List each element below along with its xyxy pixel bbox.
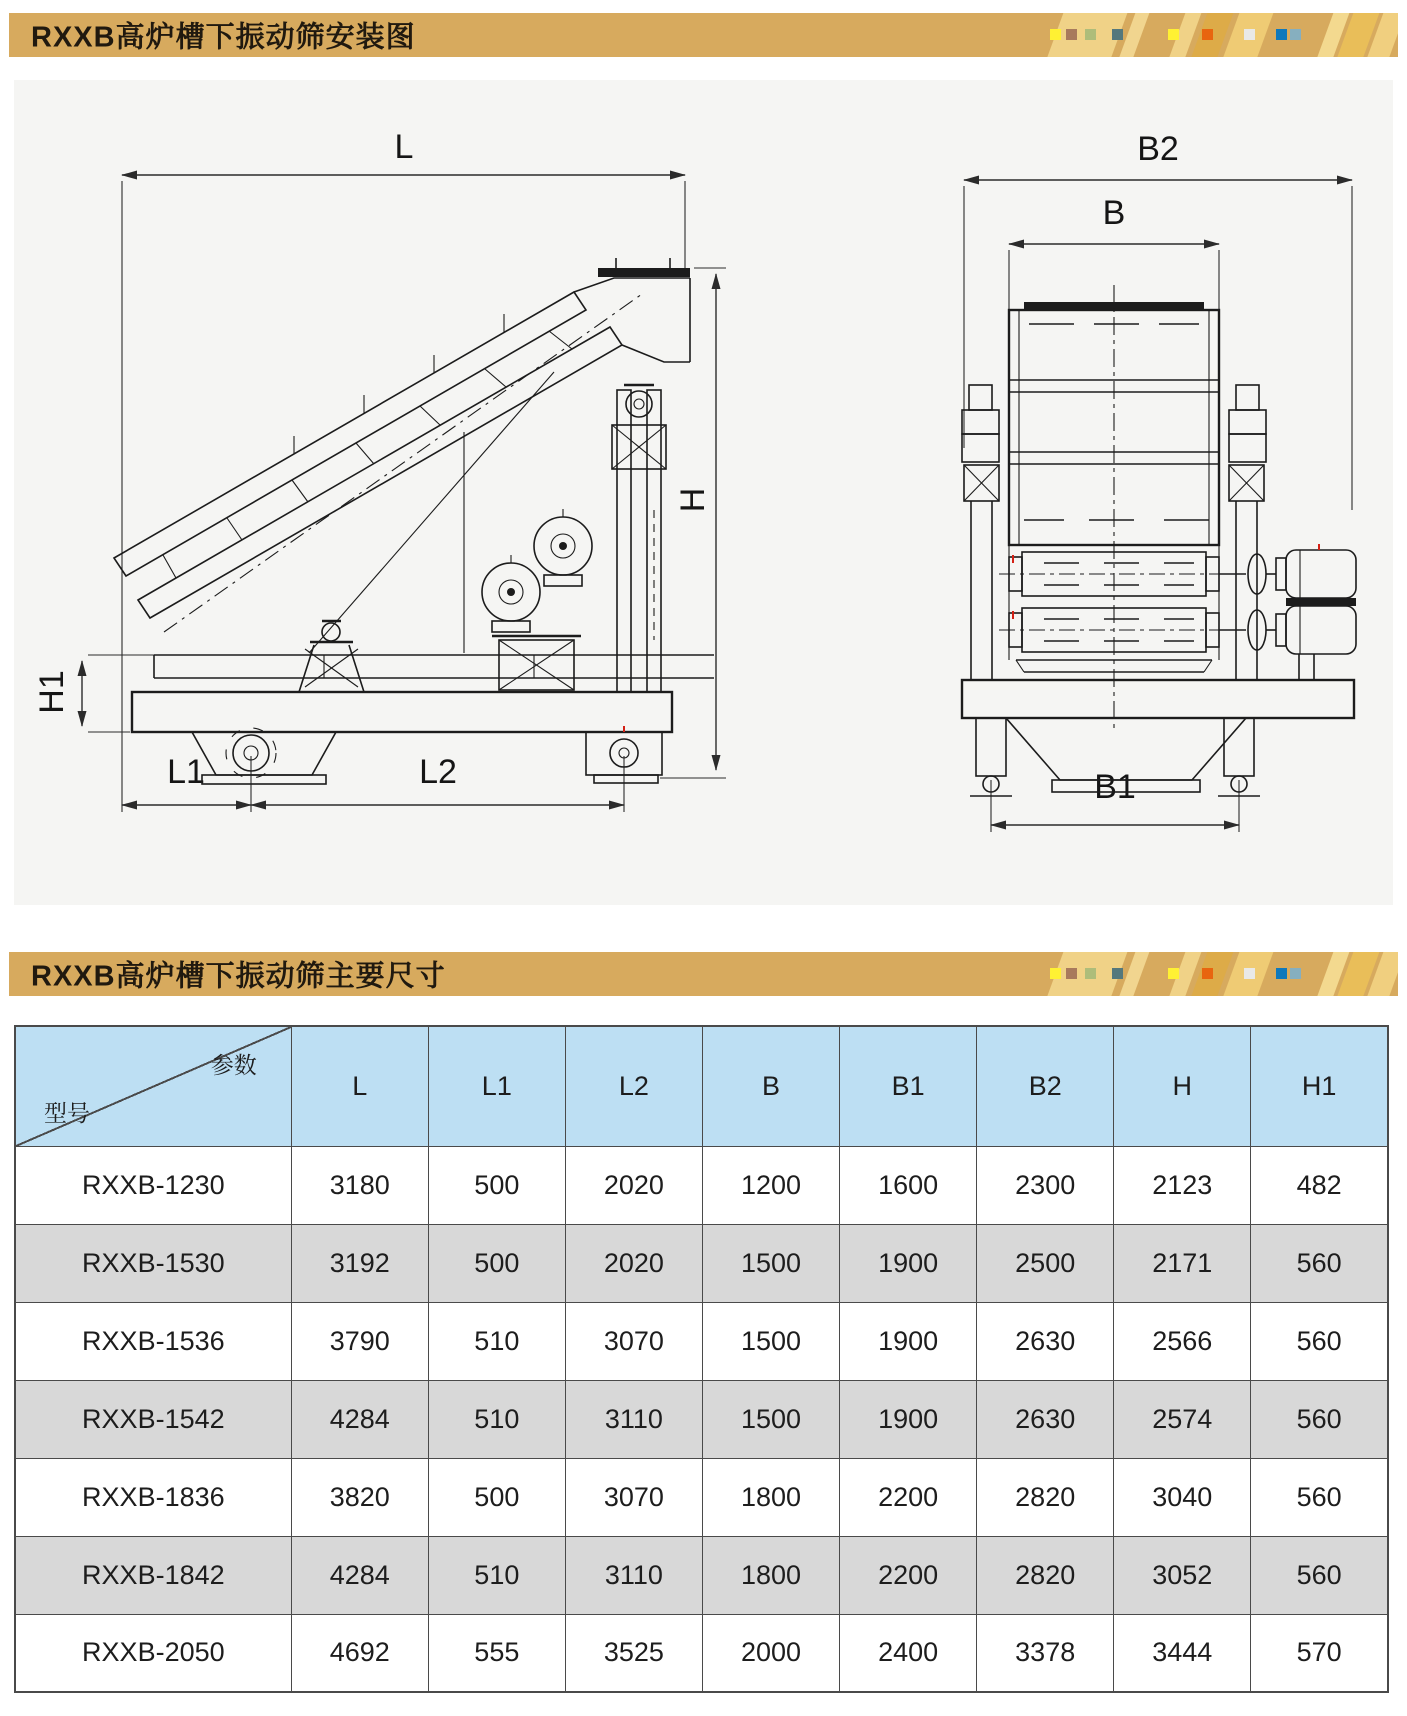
install-diagram-banner bbox=[9, 13, 1398, 57]
main-dimensions-banner bbox=[9, 952, 1398, 996]
decor-square bbox=[1085, 968, 1096, 979]
value-cell: 2200 bbox=[840, 1536, 977, 1614]
value-cell: 560 bbox=[1251, 1536, 1388, 1614]
dim-label-L2: L2 bbox=[419, 753, 457, 791]
value-cell: 2300 bbox=[977, 1146, 1114, 1224]
dim-label-H: H bbox=[674, 487, 712, 513]
value-cell: 1900 bbox=[840, 1302, 977, 1380]
table-row bbox=[15, 1536, 1388, 1614]
value-cell: 3070 bbox=[565, 1458, 702, 1536]
value-cell: 560 bbox=[1251, 1302, 1388, 1380]
column-header-H1: H1 bbox=[1251, 1026, 1388, 1146]
decor-square bbox=[1066, 29, 1077, 40]
model-cell: RXXB-1230 bbox=[15, 1146, 291, 1224]
value-cell: 2566 bbox=[1114, 1302, 1251, 1380]
value-cell: 1600 bbox=[840, 1146, 977, 1224]
side-view bbox=[33, 128, 726, 812]
installation-drawing bbox=[14, 80, 1393, 905]
value-cell: 510 bbox=[428, 1380, 565, 1458]
model-cell: RXXB-1542 bbox=[15, 1380, 291, 1458]
value-cell: 4284 bbox=[291, 1380, 428, 1458]
value-cell: 2400 bbox=[840, 1614, 977, 1692]
decor-square bbox=[1276, 29, 1287, 40]
model-cell: RXXB-2050 bbox=[15, 1614, 291, 1692]
value-cell: 2123 bbox=[1114, 1146, 1251, 1224]
decor-square bbox=[1244, 29, 1255, 40]
column-header-B: B bbox=[702, 1026, 839, 1146]
model-cell: RXXB-1842 bbox=[15, 1536, 291, 1614]
value-cell: 3444 bbox=[1114, 1614, 1251, 1692]
value-cell: 3180 bbox=[291, 1146, 428, 1224]
value-cell: 1200 bbox=[702, 1146, 839, 1224]
table-corner-cell bbox=[15, 1026, 291, 1146]
column-header-B1: B1 bbox=[840, 1026, 977, 1146]
dim-label-B1: B1 bbox=[1094, 768, 1136, 806]
dim-label-H1: H1 bbox=[33, 670, 71, 714]
value-cell: 1800 bbox=[702, 1536, 839, 1614]
value-cell: 2020 bbox=[565, 1224, 702, 1302]
decor-square bbox=[1112, 968, 1123, 979]
value-cell: 555 bbox=[428, 1614, 565, 1692]
column-header-L1: L1 bbox=[428, 1026, 565, 1146]
value-cell: 2020 bbox=[565, 1146, 702, 1224]
value-cell: 1500 bbox=[702, 1302, 839, 1380]
dim-label-L1: L1 bbox=[167, 753, 205, 791]
table-row bbox=[15, 1614, 1388, 1692]
table-row bbox=[15, 1380, 1388, 1458]
value-cell: 2200 bbox=[840, 1458, 977, 1536]
model-cell: RXXB-1536 bbox=[15, 1302, 291, 1380]
value-cell: 570 bbox=[1251, 1614, 1388, 1692]
decor-square bbox=[1290, 968, 1301, 979]
decor-square bbox=[1168, 29, 1179, 40]
column-header-L: L bbox=[291, 1026, 428, 1146]
table-row bbox=[15, 1458, 1388, 1536]
value-cell: 500 bbox=[428, 1458, 565, 1536]
dimensions-table-body bbox=[15, 1146, 1388, 1692]
table-row bbox=[15, 1302, 1388, 1380]
decor-square bbox=[1066, 968, 1077, 979]
value-cell: 1900 bbox=[840, 1224, 977, 1302]
decor-square bbox=[1202, 968, 1213, 979]
model-cell: RXXB-1836 bbox=[15, 1458, 291, 1536]
decor-square bbox=[1112, 29, 1123, 40]
corner-param-label: 参数 bbox=[210, 1052, 257, 1078]
left-support-tower bbox=[962, 385, 999, 680]
value-cell: 510 bbox=[428, 1302, 565, 1380]
dim-label-B2: B2 bbox=[1137, 130, 1179, 168]
right-support-tower bbox=[1229, 385, 1266, 680]
value-cell: 2630 bbox=[977, 1380, 1114, 1458]
dimensions-table bbox=[14, 1025, 1389, 1693]
value-cell: 2820 bbox=[977, 1536, 1114, 1614]
column-header-L2: L2 bbox=[565, 1026, 702, 1146]
value-cell: 3790 bbox=[291, 1302, 428, 1380]
value-cell: 2630 bbox=[977, 1302, 1114, 1380]
column-header-B2: B2 bbox=[977, 1026, 1114, 1146]
decor-square bbox=[1085, 29, 1096, 40]
dim-label-L: L bbox=[394, 128, 414, 166]
model-cell: RXXB-1530 bbox=[15, 1224, 291, 1302]
decor-square bbox=[1050, 29, 1061, 40]
value-cell: 560 bbox=[1251, 1380, 1388, 1458]
value-cell: 3052 bbox=[1114, 1536, 1251, 1614]
value-cell: 2000 bbox=[702, 1614, 839, 1692]
value-cell: 2820 bbox=[977, 1458, 1114, 1536]
corner-model-label: 型号 bbox=[44, 1099, 90, 1126]
value-cell: 560 bbox=[1251, 1458, 1388, 1536]
decor-square bbox=[1276, 968, 1287, 979]
installation-drawing-panel bbox=[14, 80, 1393, 905]
decor-square bbox=[1244, 968, 1255, 979]
value-cell: 3110 bbox=[565, 1536, 702, 1614]
value-cell: 3820 bbox=[291, 1458, 428, 1536]
value-cell: 2171 bbox=[1114, 1224, 1251, 1302]
value-cell: 3070 bbox=[565, 1302, 702, 1380]
column-header-H: H bbox=[1114, 1026, 1251, 1146]
value-cell: 500 bbox=[428, 1224, 565, 1302]
decor-square bbox=[1202, 29, 1213, 40]
value-cell: 1800 bbox=[702, 1458, 839, 1536]
value-cell: 2574 bbox=[1114, 1380, 1251, 1458]
value-cell: 3378 bbox=[977, 1614, 1114, 1692]
value-cell: 3040 bbox=[1114, 1458, 1251, 1536]
value-cell: 2500 bbox=[977, 1224, 1114, 1302]
main-dimensions-title: RXXB高炉槽下振动筛主要尺寸 bbox=[31, 960, 446, 993]
dimensions-table-wrap bbox=[14, 1025, 1393, 1693]
value-cell: 510 bbox=[428, 1536, 565, 1614]
decor-square bbox=[1050, 968, 1061, 979]
value-cell: 1500 bbox=[702, 1224, 839, 1302]
front-view bbox=[962, 130, 1356, 832]
drive-motors bbox=[1219, 544, 1356, 680]
install-diagram-title: RXXB高炉槽下振动筛安装图 bbox=[31, 21, 416, 54]
table-row bbox=[15, 1224, 1388, 1302]
value-cell: 3525 bbox=[565, 1614, 702, 1692]
dim-label-B: B bbox=[1102, 194, 1126, 232]
value-cell: 482 bbox=[1251, 1146, 1388, 1224]
table-header-row bbox=[15, 1026, 1388, 1146]
value-cell: 3110 bbox=[565, 1380, 702, 1458]
decor-square bbox=[1168, 968, 1179, 979]
value-cell: 500 bbox=[428, 1146, 565, 1224]
value-cell: 3192 bbox=[291, 1224, 428, 1302]
table-row bbox=[15, 1146, 1388, 1224]
decor-square bbox=[1290, 29, 1301, 40]
value-cell: 1500 bbox=[702, 1380, 839, 1458]
value-cell: 1900 bbox=[840, 1380, 977, 1458]
value-cell: 4692 bbox=[291, 1614, 428, 1692]
value-cell: 560 bbox=[1251, 1224, 1388, 1302]
value-cell: 4284 bbox=[291, 1536, 428, 1614]
